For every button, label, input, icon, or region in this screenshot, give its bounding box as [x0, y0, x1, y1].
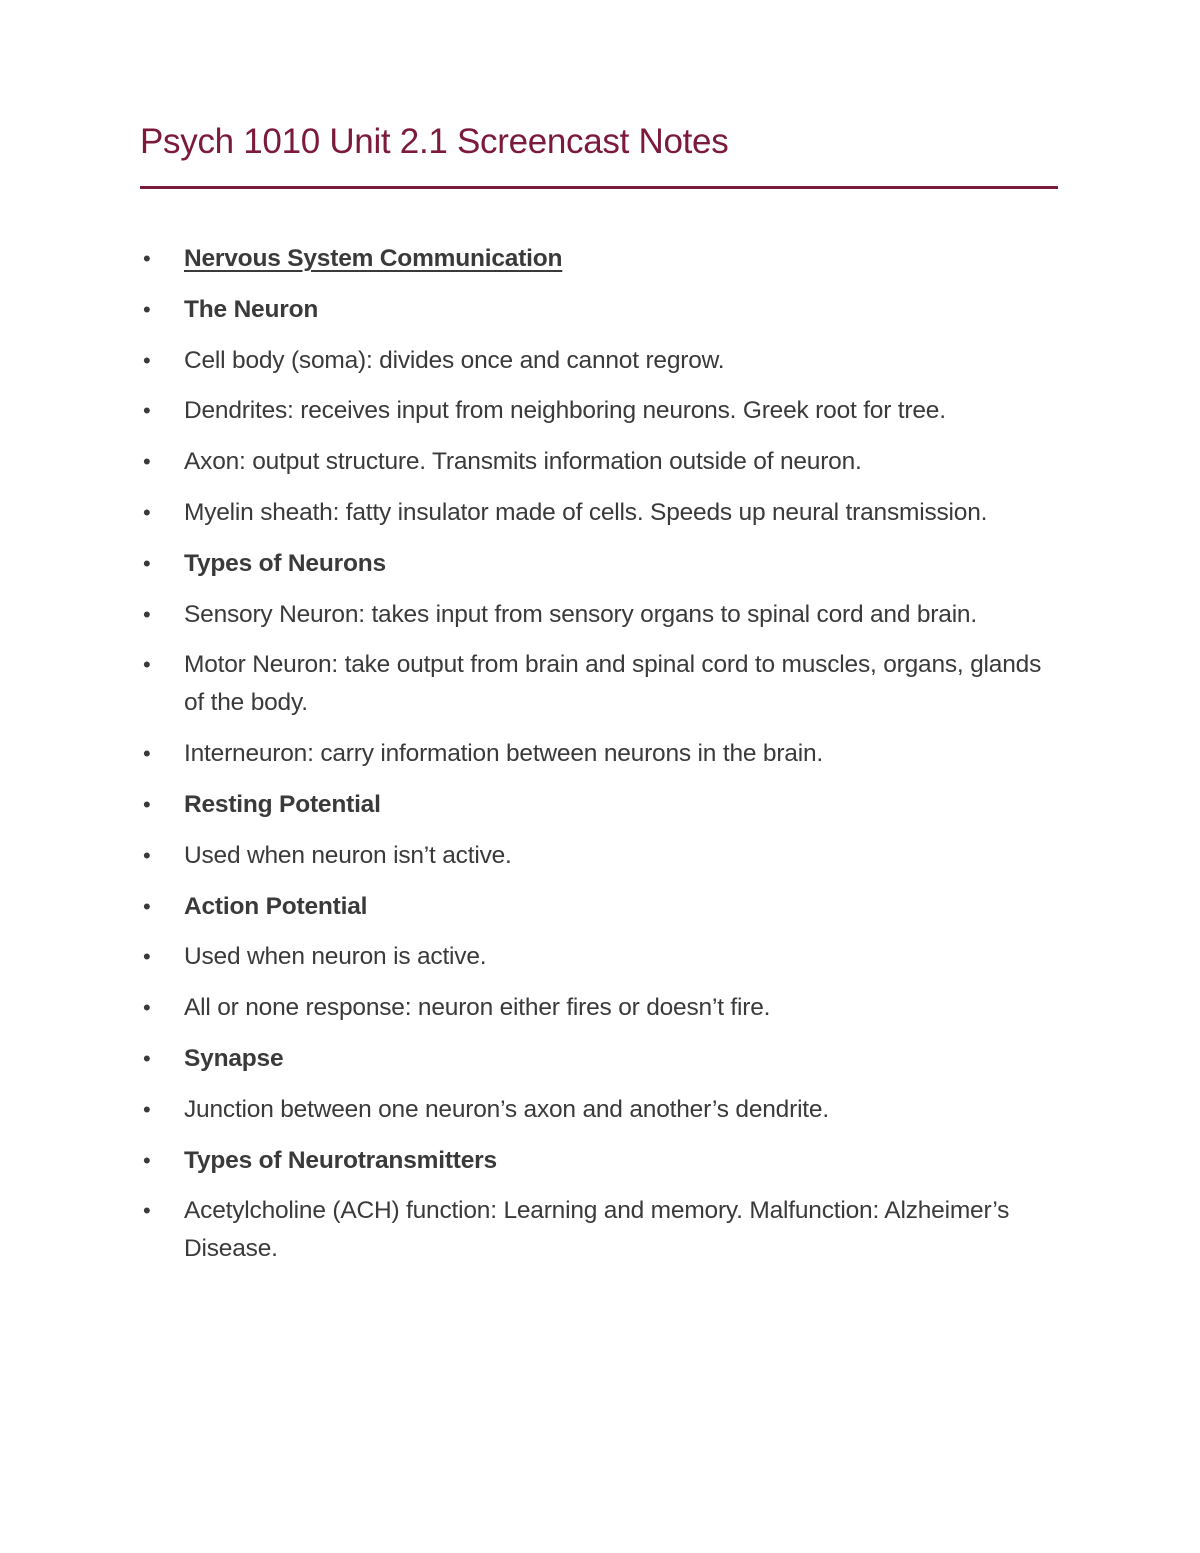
list-item — [140, 342, 1060, 380]
bullet-icon: • — [143, 1147, 151, 1173]
list-item — [140, 888, 1060, 926]
list-item-text: Used when neuron isn’t active. — [184, 841, 512, 869]
list-item — [140, 443, 1060, 481]
list-item-text: Axon: output structure. Transmits information outside of neuron. — [184, 448, 862, 476]
bullet-icon: • — [143, 741, 151, 767]
notes-list — [140, 240, 1060, 1281]
list-item — [140, 735, 1060, 773]
list-item — [140, 938, 1060, 976]
list-item — [140, 646, 1060, 722]
list-item-text: The Neuron — [184, 295, 319, 323]
list-item — [140, 1192, 1060, 1268]
bullet-icon: • — [143, 601, 151, 627]
list-item — [140, 291, 1060, 329]
list-item — [140, 1091, 1060, 1129]
bullet-icon: • — [143, 296, 151, 322]
bullet-icon: • — [143, 1045, 151, 1071]
list-item-text: Nervous System Communication — [184, 245, 563, 272]
list-item-text: Motor Neuron: take output from brain and spinal cord to muscles, organs, glands of the body. — [184, 651, 1042, 717]
bullet-icon: • — [143, 995, 151, 1021]
list-item — [140, 786, 1060, 824]
list-item-text: Myelin sheath: fatty insulator made of cells. Speeds up neural transmission. — [184, 498, 988, 526]
title-divider — [140, 186, 1058, 189]
bullet-icon: • — [143, 1198, 151, 1224]
list-item — [140, 494, 1060, 532]
list-item-text: Types of Neurons — [184, 549, 386, 577]
list-item-text: Acetylcholine (ACH) function: Learning and memory. Malfunction: Alzheimer’s Disease. — [184, 1197, 1010, 1263]
bullet-icon: • — [143, 550, 151, 576]
list-item-text: Used when neuron is active. — [184, 943, 487, 971]
list-item-text: Types of Neurotransmitters — [184, 1146, 497, 1174]
bullet-icon: • — [143, 842, 151, 868]
bullet-icon: • — [143, 893, 151, 919]
page-title: Psych 1010 Unit 2.1 Screencast Notes — [140, 122, 729, 161]
bullet-icon: • — [143, 246, 151, 271]
bullet-icon: • — [143, 791, 151, 817]
list-item — [140, 240, 1060, 278]
list-item — [140, 596, 1060, 634]
list-item-text: All or none response: neuron either fires or doesn’t fire. — [184, 994, 771, 1022]
list-item — [140, 392, 1060, 430]
list-item-text: Interneuron: carry information between neurons in the brain. — [184, 740, 823, 768]
list-item — [140, 837, 1060, 875]
list-item-text: Action Potential — [184, 892, 368, 920]
list-item-text: Synapse — [184, 1044, 284, 1072]
bullet-icon: • — [143, 347, 151, 373]
list-item — [140, 1040, 1060, 1078]
list-item — [140, 545, 1060, 583]
bullet-icon: • — [143, 499, 151, 525]
list-item-text: Resting Potential — [184, 790, 381, 818]
list-item — [140, 1142, 1060, 1180]
list-item-text: Cell body (soma): divides once and cannot regrow. — [184, 346, 725, 374]
bullet-icon: • — [143, 398, 151, 424]
bullet-icon: • — [143, 944, 151, 970]
list-item-text: Sensory Neuron: takes input from sensory organs to spinal cord and brain. — [184, 600, 977, 628]
bullet-icon: • — [143, 652, 151, 678]
list-item-text: Dendrites: receives input from neighboring neurons. Greek root for tree. — [184, 397, 946, 425]
bullet-icon: • — [143, 449, 151, 475]
list-item — [140, 989, 1060, 1027]
list-item-text: Junction between one neuron’s axon and another’s dendrite. — [184, 1095, 829, 1123]
bullet-icon: • — [143, 1096, 151, 1122]
